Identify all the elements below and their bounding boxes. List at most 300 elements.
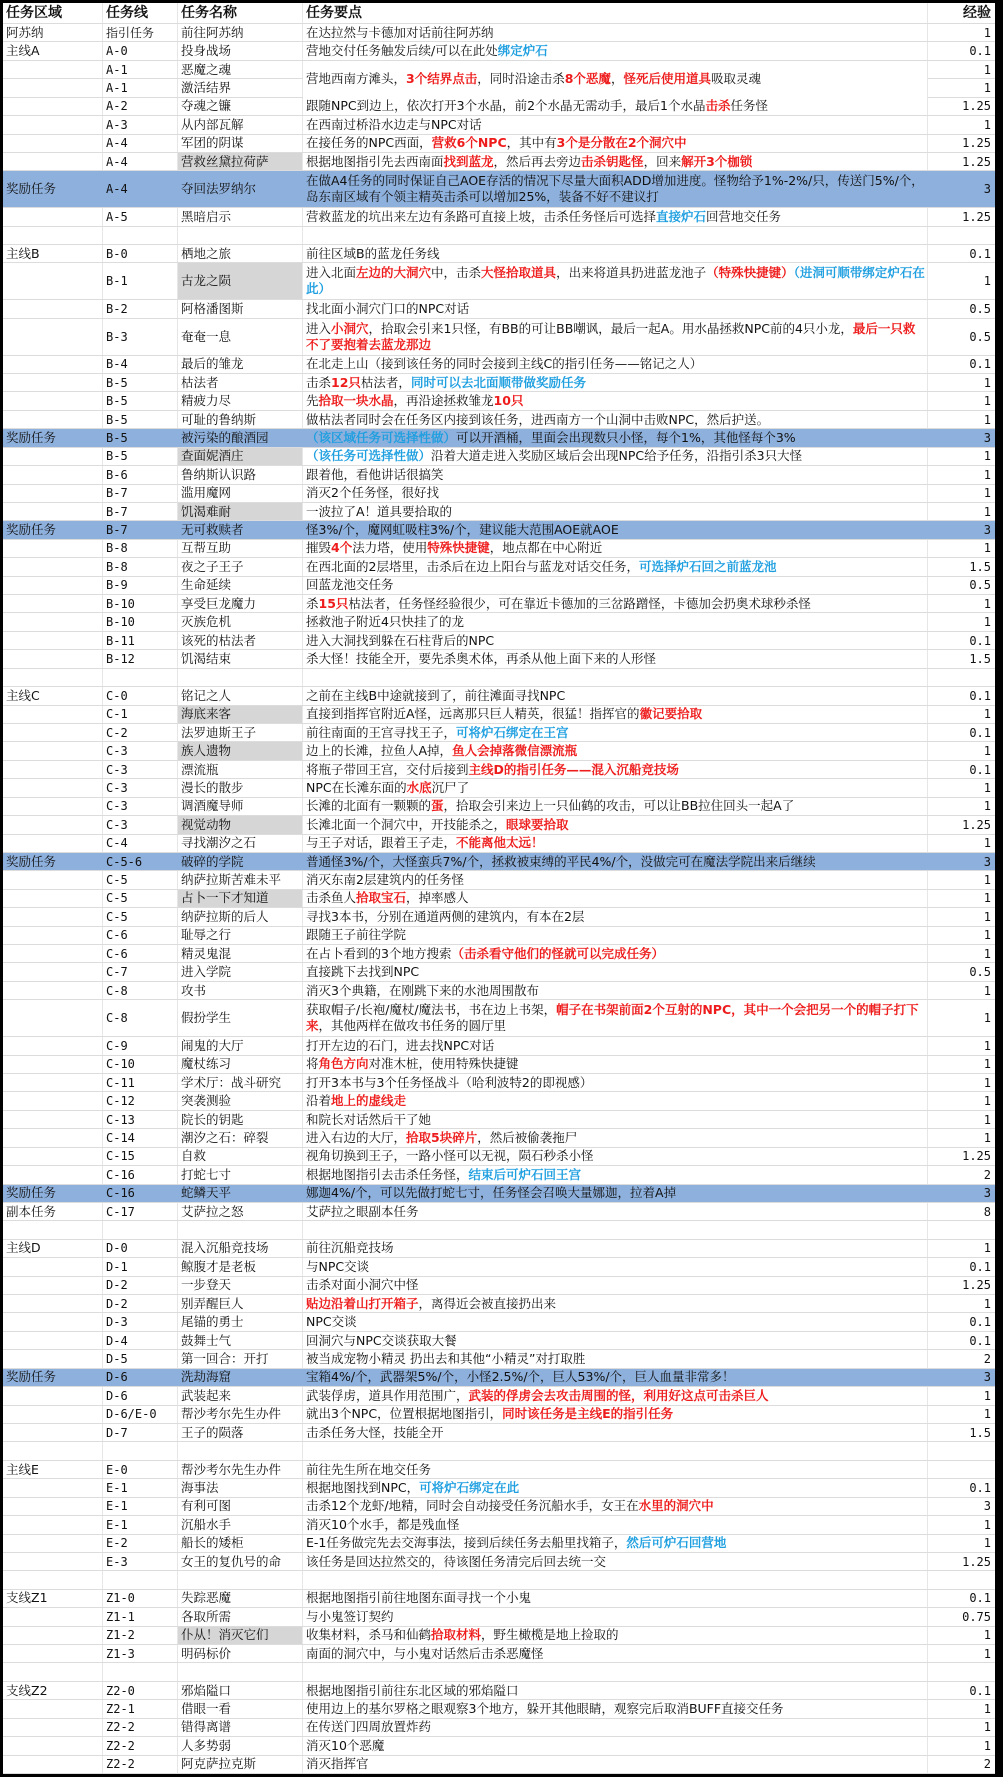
quest-line-cell[interactable]: Z1-3 (103, 1645, 178, 1662)
quest-notes-cell[interactable] (303, 448, 928, 465)
quest-notes-cell[interactable] (303, 1000, 928, 1036)
quest-line-cell[interactable] (103, 1221, 178, 1238)
quest-name-cell[interactable]: 占卜一下才知道 (178, 890, 303, 907)
exp-cell[interactable]: 0.75 (962, 1609, 991, 1624)
region-cell[interactable]: 奖励任务 (3, 1369, 103, 1386)
region-cell[interactable] (3, 1535, 103, 1552)
quest-line-cell[interactable]: A-1 (103, 79, 178, 96)
quest-name-cell[interactable]: 无可救赎者 (178, 521, 303, 538)
quest-notes-cell[interactable] (303, 1092, 928, 1109)
region-cell[interactable] (3, 1387, 103, 1404)
quest-notes-cell[interactable] (303, 1663, 928, 1680)
exp-cell[interactable]: 1 (983, 596, 991, 611)
exp-cell[interactable]: 1 (983, 1296, 991, 1311)
region-cell[interactable] (3, 963, 103, 980)
exp-cell[interactable]: 1 (983, 412, 991, 427)
quest-line-cell[interactable]: C-17 (103, 1203, 178, 1220)
region-cell[interactable] (3, 816, 103, 833)
exp-cell[interactable]: 1.25 (962, 1278, 991, 1293)
region-cell[interactable] (3, 1350, 103, 1367)
quest-notes-cell[interactable] (303, 1553, 928, 1570)
region-cell[interactable]: 主线C (3, 687, 103, 704)
quest-notes-cell[interactable] (303, 1240, 928, 1257)
quest-line-cell[interactable]: E-1 (103, 1479, 178, 1496)
region-cell[interactable] (3, 1406, 103, 1423)
quest-notes-cell[interactable] (303, 1406, 928, 1423)
region-cell[interactable] (3, 1479, 103, 1496)
exp-cell[interactable]: 1 (983, 799, 991, 814)
exp-cell[interactable]: 1 (983, 707, 991, 722)
region-cell[interactable] (3, 1313, 103, 1330)
quest-name-cell[interactable]: 人多势弱 (178, 1737, 303, 1754)
quest-name-cell[interactable] (178, 1571, 303, 1588)
exp-cell[interactable]: 1 (983, 1407, 991, 1422)
quest-line-cell[interactable]: Z1-2 (103, 1627, 178, 1644)
region-cell[interactable] (3, 613, 103, 630)
region-cell[interactable]: 主线B (3, 245, 103, 262)
quest-line-cell[interactable] (103, 1571, 178, 1588)
region-cell[interactable] (3, 761, 103, 778)
exp-cell[interactable]: 1 (983, 615, 991, 630)
quest-line-cell[interactable]: B-1 (103, 263, 178, 299)
quest-name-cell[interactable]: 别弄醒巨人 (178, 1295, 303, 1312)
region-cell[interactable] (3, 1166, 103, 1183)
exp-cell[interactable]: 0.1 (969, 633, 991, 648)
exp-cell[interactable]: 0.1 (969, 1480, 991, 1495)
quest-notes-cell[interactable] (303, 1516, 928, 1533)
quest-line-cell[interactable]: C-3 (103, 816, 178, 833)
region-cell[interactable] (3, 1221, 103, 1238)
quest-line-cell[interactable]: C-5 (103, 908, 178, 925)
quest-notes-cell[interactable] (303, 871, 928, 888)
quest-notes-cell[interactable] (303, 1037, 928, 1054)
quest-notes-cell[interactable] (303, 908, 928, 925)
quest-name-cell[interactable]: 突袭测验 (178, 1092, 303, 1109)
quest-notes-cell[interactable] (303, 171, 928, 207)
quest-line-cell[interactable]: D-4 (103, 1332, 178, 1349)
exp-cell[interactable]: 0.1 (969, 688, 991, 703)
quest-line-cell[interactable]: D-6/E-0 (103, 1406, 178, 1423)
quest-line-cell[interactable]: Z2-2 (103, 1719, 178, 1736)
exp-cell[interactable]: 0.1 (969, 246, 991, 261)
quest-name-cell[interactable]: 王子的陨落 (178, 1424, 303, 1441)
quest-notes-cell[interactable] (303, 1387, 928, 1404)
exp-cell[interactable] (928, 227, 995, 244)
quest-notes-cell[interactable] (303, 761, 928, 778)
quest-notes-cell[interactable] (303, 724, 928, 741)
region-cell[interactable] (3, 392, 103, 409)
region-cell[interactable] (3, 595, 103, 612)
quest-notes-cell[interactable] (303, 1461, 928, 1478)
quest-line-cell[interactable]: E-0 (103, 1461, 178, 1478)
quest-name-cell[interactable]: 尾锚的勇士 (178, 1313, 303, 1330)
region-cell[interactable] (3, 153, 103, 170)
quest-name-cell[interactable]: 帮沙考尔先生办件 (178, 1406, 303, 1423)
region-cell[interactable] (3, 779, 103, 796)
quest-notes-cell[interactable] (303, 135, 928, 152)
quest-line-cell[interactable]: Z2-1 (103, 1700, 178, 1717)
quest-line-cell[interactable] (103, 1442, 178, 1459)
header-desc[interactable]: 任务要点 (303, 3, 928, 23)
quest-line-cell[interactable]: A-3 (103, 116, 178, 133)
quest-name-cell[interactable]: 恶魔之魂 (178, 61, 303, 78)
quest-name-cell[interactable]: 仆从！消灭它们 (178, 1627, 303, 1644)
quest-name-cell[interactable]: 纳萨拉斯的后人 (178, 908, 303, 925)
quest-name-cell[interactable]: 生命延续 (178, 577, 303, 594)
quest-line-cell[interactable]: B-5 (103, 411, 178, 428)
quest-name-cell[interactable]: 失踪恶魔 (178, 1590, 303, 1607)
region-cell[interactable]: 主线D (3, 1240, 103, 1257)
exp-cell[interactable]: 1.25 (962, 1149, 991, 1164)
quest-name-cell[interactable]: 营救丝黛拉荷萨 (178, 153, 303, 170)
region-cell[interactable] (3, 448, 103, 465)
quest-name-cell[interactable]: 学术厅：战斗研究 (178, 1074, 303, 1091)
quest-line-cell[interactable] (103, 669, 178, 686)
quest-notes-cell[interactable] (303, 687, 928, 704)
quest-name-cell[interactable]: 调酒魔导师 (178, 798, 303, 815)
quest-line-cell[interactable]: C-10 (103, 1056, 178, 1073)
quest-notes-cell[interactable] (303, 61, 928, 98)
quest-name-cell[interactable]: 进入学院 (178, 963, 303, 980)
quest-line-cell[interactable]: B-5 (103, 448, 178, 465)
exp-cell[interactable]: 3 (983, 1499, 991, 1514)
exp-cell[interactable]: 1.25 (962, 136, 991, 151)
quest-line-cell[interactable]: A-5 (103, 208, 178, 225)
region-cell[interactable] (3, 1756, 103, 1773)
region-cell[interactable] (3, 263, 103, 299)
quest-name-cell[interactable]: 激活结界 (178, 79, 303, 96)
region-cell[interactable] (3, 374, 103, 391)
quest-name-cell[interactable]: 奄奄一息 (178, 319, 303, 355)
quest-notes-cell[interactable] (303, 1129, 928, 1146)
quest-notes-cell[interactable] (303, 835, 928, 852)
region-cell[interactable] (3, 1737, 103, 1754)
quest-line-cell[interactable]: E-3 (103, 1553, 178, 1570)
quest-notes-cell[interactable] (303, 374, 928, 391)
region-cell[interactable] (3, 116, 103, 133)
header-region[interactable]: 任务区域 (3, 3, 103, 23)
quest-line-cell[interactable]: A-1 (103, 61, 178, 78)
region-cell[interactable]: 支线Z2 (3, 1682, 103, 1699)
quest-name-cell[interactable]: 夺魂之镰 (178, 98, 303, 115)
region-cell[interactable] (3, 356, 103, 373)
quest-name-cell[interactable]: 耻辱之行 (178, 927, 303, 944)
quest-line-cell[interactable]: B-8 (103, 558, 178, 575)
quest-notes-cell[interactable] (303, 1369, 928, 1386)
exp-cell[interactable]: 1 (983, 1094, 991, 1109)
quest-name-cell[interactable]: 女王的复仇号的命 (178, 1553, 303, 1570)
region-cell[interactable] (3, 300, 103, 317)
region-cell[interactable] (3, 227, 103, 244)
quest-name-cell[interactable]: 纳萨拉斯苦难未平 (178, 871, 303, 888)
exp-cell[interactable]: 0.1 (969, 725, 991, 740)
region-cell[interactable] (3, 411, 103, 428)
exp-cell[interactable]: 1 (983, 836, 991, 851)
header-name[interactable]: 任务名称 (178, 3, 303, 23)
exp-cell[interactable] (928, 669, 995, 686)
region-cell[interactable] (3, 1553, 103, 1570)
exp-cell[interactable]: 0.1 (969, 357, 991, 372)
quest-name-cell[interactable]: 阿格潘图斯 (178, 300, 303, 317)
region-cell[interactable] (3, 319, 103, 355)
quest-line-cell[interactable]: B-3 (103, 319, 178, 355)
quest-notes-cell[interactable] (303, 742, 928, 759)
exp-cell[interactable]: 1 (983, 62, 991, 77)
exp-cell[interactable]: 1 (983, 744, 991, 759)
region-cell[interactable] (3, 706, 103, 723)
quest-notes-cell[interactable] (303, 153, 928, 170)
quest-notes-cell[interactable] (303, 1719, 928, 1736)
quest-line-cell[interactable]: D-0 (103, 1240, 178, 1257)
region-cell[interactable] (3, 650, 103, 667)
quest-line-cell[interactable]: C-13 (103, 1111, 178, 1128)
exp-cell[interactable] (928, 1663, 995, 1680)
region-cell[interactable] (3, 1627, 103, 1644)
region-cell[interactable] (3, 1700, 103, 1717)
quest-line-cell[interactable]: E-1 (103, 1498, 178, 1515)
quest-notes-cell[interactable] (303, 1056, 928, 1073)
exp-cell[interactable]: 1 (983, 1130, 991, 1145)
quest-name-cell[interactable]: 帮沙考尔先生办件 (178, 1461, 303, 1478)
quest-line-cell[interactable]: C-3 (103, 798, 178, 815)
quest-notes-cell[interactable] (303, 613, 928, 630)
region-cell[interactable] (3, 982, 103, 999)
quest-line-cell[interactable]: B-5 (103, 374, 178, 391)
quest-notes-cell[interactable] (303, 558, 928, 575)
quest-notes-cell[interactable] (303, 1185, 928, 1202)
quest-name-cell[interactable]: 第一回合：开打 (178, 1350, 303, 1367)
quest-notes-cell[interactable] (303, 963, 928, 980)
quest-name-cell[interactable]: 法罗迪斯王子 (178, 724, 303, 741)
region-cell[interactable] (3, 1074, 103, 1091)
quest-line-cell[interactable]: D-6 (103, 1387, 178, 1404)
exp-cell[interactable] (928, 1461, 995, 1478)
exp-cell[interactable]: 1 (983, 25, 991, 40)
quest-line-cell[interactable]: B-2 (103, 300, 178, 317)
quest-line-cell[interactable]: D-5 (103, 1350, 178, 1367)
exp-cell[interactable]: 1 (983, 928, 991, 943)
quest-line-cell[interactable]: D-3 (103, 1313, 178, 1330)
quest-line-cell[interactable]: C-5-6 (103, 853, 178, 870)
exp-cell[interactable]: 1 (983, 1646, 991, 1661)
exp-cell[interactable]: 1.25 (962, 209, 991, 224)
quest-notes-cell[interactable] (303, 798, 928, 815)
quest-notes-cell[interactable] (303, 1277, 928, 1294)
quest-notes-cell[interactable] (303, 1682, 928, 1699)
exp-cell[interactable]: 1 (983, 394, 991, 409)
quest-name-cell[interactable]: 铭记之人 (178, 687, 303, 704)
exp-cell[interactable]: 1 (983, 117, 991, 132)
exp-cell[interactable]: 1 (983, 983, 991, 998)
quest-line-cell[interactable]: B-7 (103, 503, 178, 520)
region-cell[interactable]: 支线Z1 (3, 1590, 103, 1607)
exp-cell[interactable]: 1 (983, 1628, 991, 1643)
region-cell[interactable] (3, 1516, 103, 1533)
quest-notes-cell[interactable] (303, 1571, 928, 1588)
quest-line-cell[interactable]: B-7 (103, 521, 178, 538)
quest-notes-cell[interactable] (303, 1221, 928, 1238)
quest-name-cell[interactable]: 借眼一看 (178, 1700, 303, 1717)
quest-name-cell[interactable]: 可耻的鲁纳斯 (178, 411, 303, 428)
quest-notes-cell[interactable] (303, 1424, 928, 1441)
quest-line-cell[interactable]: C-3 (103, 742, 178, 759)
quest-notes-cell[interactable] (303, 1203, 928, 1220)
quest-line-cell[interactable]: B-12 (103, 650, 178, 667)
region-cell[interactable] (3, 1645, 103, 1662)
region-cell[interactable] (3, 466, 103, 483)
region-cell[interactable] (3, 1571, 103, 1588)
exp-cell[interactable]: 1 (983, 1517, 991, 1532)
region-cell[interactable] (3, 1258, 103, 1275)
quest-line-cell[interactable]: B-7 (103, 485, 178, 502)
region-cell[interactable] (3, 1424, 103, 1441)
quest-line-cell[interactable]: B-4 (103, 356, 178, 373)
quest-notes-cell[interactable] (303, 411, 928, 428)
exp-cell[interactable]: 1 (983, 467, 991, 482)
quest-notes-cell[interactable] (303, 1148, 928, 1165)
exp-cell[interactable]: 0.1 (969, 762, 991, 777)
region-cell[interactable] (3, 503, 103, 520)
quest-notes-cell[interactable] (303, 577, 928, 594)
quest-name-cell[interactable]: 该死的枯法者 (178, 632, 303, 649)
exp-cell[interactable]: 3 (983, 1186, 991, 1201)
exp-cell[interactable]: 1.25 (962, 154, 991, 169)
quest-line-cell[interactable]: Z1-1 (103, 1608, 178, 1625)
region-cell[interactable] (3, 540, 103, 557)
exp-cell[interactable]: 1.25 (962, 99, 991, 114)
exp-cell[interactable]: 1 (983, 1738, 991, 1753)
exp-cell[interactable]: 1 (983, 873, 991, 888)
region-cell[interactable] (3, 1332, 103, 1349)
region-cell[interactable]: 主线E (3, 1461, 103, 1478)
quest-line-cell[interactable]: D-2 (103, 1295, 178, 1312)
quest-line-cell[interactable]: C-9 (103, 1037, 178, 1054)
region-cell[interactable] (3, 1000, 103, 1036)
quest-name-cell[interactable] (178, 1663, 303, 1680)
region-cell[interactable] (3, 1148, 103, 1165)
exp-cell[interactable]: 3 (983, 854, 991, 869)
quest-name-cell[interactable]: 精灵鬼混 (178, 945, 303, 962)
exp-cell[interactable]: 1 (983, 1241, 991, 1256)
region-cell[interactable] (3, 208, 103, 225)
quest-notes-cell[interactable] (303, 669, 928, 686)
region-cell[interactable]: 主线A (3, 42, 103, 59)
quest-line-cell[interactable]: C-12 (103, 1092, 178, 1109)
region-cell[interactable] (3, 1056, 103, 1073)
exp-cell[interactable]: 1.25 (962, 817, 991, 832)
quest-notes-cell[interactable] (303, 245, 928, 262)
quest-name-cell[interactable]: 闹鬼的大厅 (178, 1037, 303, 1054)
quest-line-cell[interactable]: B-9 (103, 577, 178, 594)
quest-name-cell[interactable] (178, 1221, 303, 1238)
quest-line-cell[interactable]: C-2 (103, 724, 178, 741)
quest-line-cell[interactable]: A-4 (103, 171, 178, 207)
quest-line-cell[interactable]: C-11 (103, 1074, 178, 1091)
region-cell[interactable] (3, 835, 103, 852)
quest-name-cell[interactable]: 假扮学生 (178, 1000, 303, 1036)
quest-name-cell[interactable]: 前往阿苏纳 (178, 24, 303, 41)
exp-cell[interactable] (928, 1221, 995, 1238)
quest-name-cell[interactable]: 魔杖练习 (178, 1056, 303, 1073)
quest-notes-cell[interactable] (303, 1498, 928, 1515)
quest-name-cell[interactable]: 滥用魔网 (178, 485, 303, 502)
quest-line-cell[interactable]: B-8 (103, 540, 178, 557)
quest-line-cell[interactable]: A-4 (103, 153, 178, 170)
quest-line-cell[interactable]: B-0 (103, 245, 178, 262)
exp-cell[interactable]: 1 (983, 375, 991, 390)
quest-name-cell[interactable]: 军团的阴谋 (178, 135, 303, 152)
region-cell[interactable] (3, 558, 103, 575)
quest-notes-cell[interactable] (303, 1590, 928, 1607)
quest-name-cell[interactable] (178, 669, 303, 686)
quest-line-cell[interactable]: Z2-2 (103, 1756, 178, 1773)
exp-cell[interactable]: 0.1 (969, 44, 991, 59)
exp-cell[interactable]: 1.5 (969, 652, 991, 667)
quest-line-cell[interactable]: C-15 (103, 1148, 178, 1165)
quest-notes-cell[interactable] (303, 503, 928, 520)
quest-name-cell[interactable]: 错得离谱 (178, 1719, 303, 1736)
exp-cell[interactable]: 1.25 (962, 1554, 991, 1569)
quest-line-cell[interactable]: B-11 (103, 632, 178, 649)
exp-cell[interactable]: 1 (983, 1075, 991, 1090)
exp-cell[interactable]: 1 (983, 274, 991, 289)
exp-cell[interactable]: 1 (983, 1536, 991, 1551)
quest-notes-cell[interactable] (303, 945, 928, 962)
quest-notes-cell[interactable] (303, 1111, 928, 1128)
quest-name-cell[interactable]: 栖地之旅 (178, 245, 303, 262)
region-cell[interactable] (3, 890, 103, 907)
exp-cell[interactable] (928, 1571, 995, 1588)
quest-name-cell[interactable] (178, 1442, 303, 1459)
region-cell[interactable] (3, 1295, 103, 1312)
quest-notes-cell[interactable] (303, 98, 928, 115)
quest-name-cell[interactable]: 夜之子王子 (178, 558, 303, 575)
exp-cell[interactable]: 1 (983, 1057, 991, 1072)
region-cell[interactable]: 奖励任务 (3, 853, 103, 870)
quest-line-cell[interactable]: C-5 (103, 871, 178, 888)
region-cell[interactable] (3, 79, 103, 96)
quest-line-cell[interactable]: C-8 (103, 982, 178, 999)
region-cell[interactable] (3, 1719, 103, 1736)
exp-cell[interactable]: 0.1 (969, 1683, 991, 1698)
quest-line-cell[interactable]: 指引任务 (103, 24, 178, 41)
quest-line-cell[interactable]: D-1 (103, 1258, 178, 1275)
quest-notes-cell[interactable] (303, 466, 928, 483)
region-cell[interactable] (3, 1037, 103, 1054)
quest-name-cell[interactable]: 枯法者 (178, 374, 303, 391)
region-cell[interactable] (3, 871, 103, 888)
exp-cell[interactable]: 1.5 (969, 559, 991, 574)
region-cell[interactable]: 奖励任务 (3, 429, 103, 446)
quest-line-cell[interactable]: C-0 (103, 687, 178, 704)
exp-cell[interactable]: 1 (983, 541, 991, 556)
exp-cell[interactable]: 2 (983, 1757, 991, 1772)
quest-notes-cell[interactable] (303, 632, 928, 649)
exp-cell[interactable]: 0.5 (969, 965, 991, 980)
quest-notes-cell[interactable] (303, 116, 928, 133)
exp-cell[interactable]: 3 (983, 1370, 991, 1385)
quest-name-cell[interactable]: 古龙之陨 (178, 263, 303, 299)
region-cell[interactable] (3, 1111, 103, 1128)
quest-name-cell[interactable]: 互帮互助 (178, 540, 303, 557)
region-cell[interactable] (3, 61, 103, 78)
quest-line-cell[interactable]: D-6 (103, 1369, 178, 1386)
quest-notes-cell[interactable] (303, 1535, 928, 1552)
quest-name-cell[interactable]: 鼓舞士气 (178, 1332, 303, 1349)
region-cell[interactable]: 奖励任务 (3, 1185, 103, 1202)
quest-line-cell[interactable]: B-10 (103, 595, 178, 612)
region-cell[interactable]: 阿苏纳 (3, 24, 103, 41)
